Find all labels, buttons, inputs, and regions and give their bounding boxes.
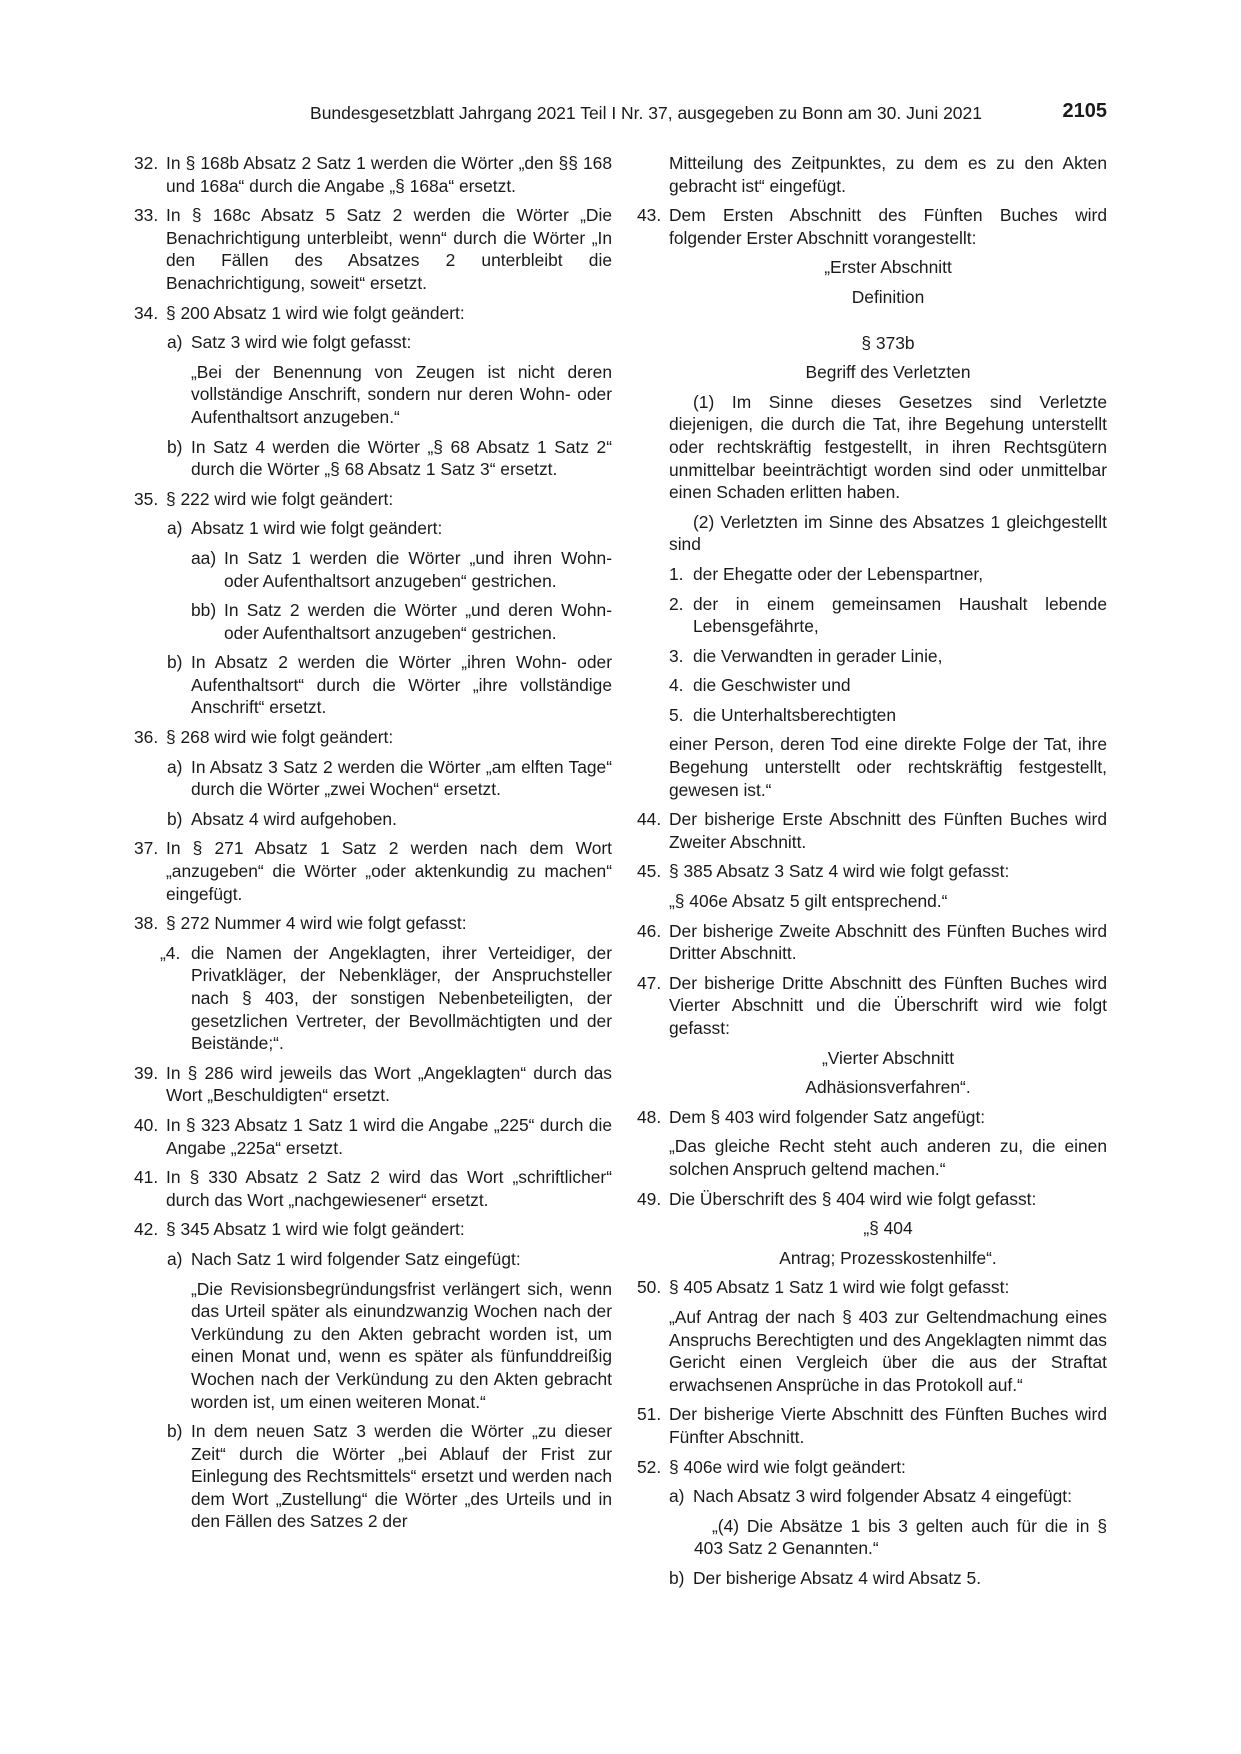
item-38 [134, 912, 612, 935]
list-text: der in einem gemeinsamen Haushalt lebende Lebensgefährte, [693, 593, 1107, 637]
item-43 [637, 204, 1107, 249]
sub-text: Nach Satz 1 wird folgender Satz eingefügt: [191, 1248, 521, 1269]
item-49-heading [669, 1217, 1107, 1269]
item-36 [134, 726, 612, 749]
sub-letter: a) [669, 1486, 685, 1507]
item-number: 42. [134, 1219, 159, 1240]
item-51 [637, 1403, 1107, 1448]
item-34 [134, 302, 612, 325]
item-34-b [167, 436, 612, 481]
item-text: Der bisherige Zweite Abschnitt des Fünften Buches wird Dritter Abschnitt. [669, 920, 1107, 964]
item-35 [134, 488, 612, 511]
sub-text: Absatz 4 wird aufgehoben. [191, 808, 397, 829]
item-text: § 222 wird wie folgt geändert: [166, 488, 394, 509]
item-45-quote: „§ 406e Absatz 5 gilt entsprechend.“ [669, 891, 948, 912]
item-33 [134, 204, 612, 294]
item-text: In § 168c Absatz 5 Satz 2 werden die Wörter „Die Benachrichtigung unterbleibt, wenn“ durch die Wörter „In den Fällen des Absatzes 2 unterbleibt die Benachrichtigung, soweit“ ersetzt. [166, 205, 612, 293]
abschnitt-heading: „Vierter Abschnitt [821, 1047, 955, 1068]
section-title: Antrag; Prozesskostenhilfe“. [779, 1247, 997, 1268]
item-37 [134, 837, 612, 905]
section-paragraph-1: (1) Im Sinne dieses Gesetzes sind Verletzte diejenigen, die durch die Tat, ihre Begehung unterstellt oder rechtskräftig festgestellt, in ihren Rechtsgütern unmittelbar beeinträchtigt worden sind oder unmittelbar einen Schaden erlitten haben. [669, 391, 1107, 503]
left-column [134, 152, 612, 1540]
sub-text: Satz 3 wird wie folgt gefasst: [191, 332, 412, 353]
item-39 [134, 1062, 612, 1107]
item-number: 48. [637, 1106, 662, 1127]
item-text: Die Überschrift des § 404 wird wie folgt gefasst: [669, 1188, 1037, 1209]
item-number: 33. [134, 205, 159, 226]
list-text: der Ehegatte oder der Lebenspartner, [693, 563, 984, 584]
subsub-text: In Satz 2 werden die Wörter „und deren Wohn- oder Aufenthaltsort anzugeben“ gestrichen. [224, 600, 612, 643]
section-title: Begriff des Verletzten [805, 362, 971, 383]
item-text: § 272 Nummer 4 wird wie folgt gefasst: [166, 913, 467, 934]
item-32 [134, 152, 612, 197]
item-50 [637, 1276, 1107, 1299]
list-item [669, 674, 1107, 697]
item-48 [637, 1106, 1107, 1129]
item-47 [637, 972, 1107, 1040]
item-text: In § 168b Absatz 2 Satz 1 werden die Wörter „den §§ 168 und 168a“ durch die Angabe „§ 168a“ ersetzt. [166, 153, 612, 196]
item-52-a-quote: „(4) Die Absätze 1 bis 3 gelten auch für die in § 403 Satz 2 Genannten.“ [694, 1515, 1107, 1559]
item-40 [134, 1114, 612, 1159]
list-item [669, 563, 1107, 586]
item-36-a [167, 756, 612, 801]
item-text: Dem § 403 wird folgender Satz angefügt: [669, 1106, 986, 1127]
list-text: die Geschwister und [693, 675, 851, 696]
item-52-b [669, 1567, 1107, 1590]
section-number: § 373b [861, 332, 915, 353]
item-number: 50. [637, 1277, 662, 1298]
section-paragraph-2: (2) Verletzten im Sinne des Absatzes 1 gleichgestellt sind [669, 511, 1107, 555]
item-text: § 345 Absatz 1 wird wie folgt geändert: [166, 1219, 465, 1240]
inserted-section [669, 256, 1107, 801]
item-text: In § 330 Absatz 2 Satz 2 wird das Wort „schriftlicher“ durch das Wort „nachgewiesener“ ersetzt. [166, 1167, 612, 1210]
item-34-a-quote: „Bei der Benennung von Zeugen ist nicht deren vollständige Anschrift, sondern nur deren Wohn- oder Aufenthaltsort anzugeben.“ [191, 361, 612, 427]
item-35-a [167, 517, 612, 540]
item-50-quote: „Auf Antrag der nach § 403 zur Geltendmachung eines Anspruchs Berechtigten und des Angeklagten nimmt das Gericht einen Vergleich über die aus der Straftat erwachsenen Ansprüche in das Protokoll auf.“ [669, 1306, 1107, 1395]
item-text: In § 271 Absatz 1 Satz 2 werden nach dem Wort „anzugeben“ die Wörter „oder aktenkundig zu machen“ eingefügt. [166, 838, 612, 904]
item-text: § 385 Absatz 3 Satz 4 wird wie folgt gefasst: [669, 861, 1010, 882]
page-header [134, 102, 1107, 128]
item-35-aa [191, 547, 612, 592]
sub-letter: b) [167, 808, 183, 829]
item-number: 46. [637, 920, 662, 941]
item-48-quote: „Das gleiche Recht steht auch anderen zu, die einen solchen Anspruch geltend machen.“ [669, 1136, 1107, 1179]
list-number: 2. [669, 593, 684, 614]
sub-text: Absatz 1 wird wie folgt geändert: [191, 518, 443, 539]
sub-letter: b) [167, 436, 183, 457]
item-number: 47. [637, 972, 662, 993]
sub-letter: b) [167, 1421, 183, 1442]
item-text: § 268 wird wie folgt geändert: [166, 727, 394, 748]
page-number: 2105 [1062, 100, 1107, 122]
item-text: Der bisherige Dritte Abschnitt des Fünften Buches wird Vierter Abschnitt und die Überschrift wird wie folgt gefasst: [669, 972, 1107, 1038]
item-36-b [167, 808, 612, 831]
sub-text: Der bisherige Absatz 4 wird Absatz 5. [693, 1567, 982, 1588]
subsub-letter: aa) [191, 547, 217, 568]
list-number: 5. [669, 704, 684, 725]
item-49 [637, 1188, 1107, 1211]
sub-text: In Satz 4 werden die Wörter „§ 68 Absatz 1 Satz 2“ durch die Wörter „§ 68 Absatz 1 Satz 3“ ersetzt. [191, 436, 612, 480]
item-text: § 406e wird wie folgt geändert: [669, 1456, 906, 1477]
sub-text: In Absatz 2 werden die Wörter „ihren Wohn- oder Aufenthaltsort“ durch die Wörter „ihre vollständige Anschrift“ ersetzt. [191, 652, 612, 718]
item-text: § 200 Absatz 1 wird wie folgt geändert: [166, 302, 465, 323]
item-34-a [167, 331, 612, 354]
item-text: In § 286 wird jeweils das Wort „Angeklagten“ durch das Wort „Beschuldigten“ ersetzt. [166, 1062, 612, 1106]
item-text: Der bisherige Erste Abschnitt des Fünften Buches wird Zweiter Abschnitt. [669, 809, 1107, 852]
item-42 [134, 1218, 612, 1241]
list-number: 3. [669, 645, 684, 666]
sub-letter: b) [669, 1567, 685, 1588]
item-number: 44. [637, 809, 662, 830]
item-number: 52. [637, 1456, 662, 1477]
list-number: 4. [669, 675, 684, 696]
abschnitt-heading: „Erster Abschnitt [824, 257, 952, 278]
quote-text: die Namen der Angeklagten, ihrer Verteidiger, der Privatkläger, der Nebenkläger, der Anspruchsteller nach § 403, der sonstigen Nebenbeteiligten, der gesetzlichen Vertreter, der Bevollmächtigten und der Beistände;“. [191, 942, 612, 1054]
item-52 [637, 1456, 1107, 1479]
item-text: In § 323 Absatz 1 Satz 1 wird die Angabe „225“ durch die Angabe „225a“ ersetzt. [166, 1114, 612, 1158]
list-item [669, 704, 1107, 727]
item-44 [637, 808, 1107, 853]
sub-letter: a) [167, 756, 183, 777]
item-number: 34. [134, 302, 159, 323]
sub-text: In dem neuen Satz 3 werden die Wörter „zu dieser Zeit“ durch die Wörter „bei Ablauf der Frist zur Einlegung des Rechtsmittels“ ersetzt und werden nach dem Wort „Zustellung“ die Wörter „des Urteils und in den Fällen des Satzes 2 der [191, 1421, 612, 1532]
item-number: 37. [134, 838, 159, 859]
item-47-heading [669, 1047, 1107, 1099]
item-text: Der bisherige Vierte Abschnitt des Fünften Buches wird Fünfter Abschnitt. [669, 1404, 1107, 1447]
section-tail: einer Person, deren Tod eine direkte Folge der Tat, ihre Begehung unterstellt oder rechtskräftig festgestellt, gewesen ist.“ [669, 734, 1107, 800]
item-41 [134, 1166, 612, 1211]
item-text: § 405 Absatz 1 Satz 1 wird wie folgt gefasst: [669, 1277, 1010, 1298]
item-35-bb [191, 599, 612, 644]
quote-number: „4. [160, 942, 181, 963]
list-item [669, 645, 1107, 668]
item-number: 39. [134, 1062, 159, 1083]
subsub-letter: bb) [191, 600, 217, 621]
item-46 [637, 920, 1107, 965]
item-42-continuation: Mitteilung des Zeitpunktes, zu dem es zu den Akten gebracht ist“ eingefügt. [669, 153, 1107, 196]
item-42-a-quote: „Die Revisionsbegründungsfrist verlängert sich, wenn das Urteil später als einundzwanzig Wochen nach der Verkündung zu den Akten gebracht worden ist, um einen Monat und, wenn es später als fünfunddreißig Wochen nach der Verkündung zu den Akten gebracht worden ist, um einen weiteren Monat.“ [191, 1278, 612, 1412]
item-number: 45. [637, 861, 662, 882]
item-45 [637, 860, 1107, 883]
abschnitt-title: Definition [851, 286, 925, 307]
sub-letter: a) [167, 1248, 183, 1269]
sub-letter: a) [167, 518, 183, 539]
list-item [669, 593, 1107, 638]
sub-text: In Absatz 3 Satz 2 werden die Wörter „am elften Tage“ durch die Wörter „zwei Wochen“ ersetzt. [191, 756, 612, 800]
sub-text: Nach Absatz 3 wird folgender Absatz 4 eingefügt: [693, 1486, 1072, 1507]
abschnitt-title: Adhäsionsverfahren“. [805, 1077, 971, 1098]
item-number: 41. [134, 1167, 159, 1188]
item-38-quote [160, 942, 612, 1055]
item-text: Dem Ersten Abschnitt des Fünften Buches wird folgender Erster Abschnitt vorangestellt: [669, 205, 1107, 248]
item-number: 35. [134, 488, 159, 509]
sub-letter: b) [167, 652, 183, 673]
item-number: 49. [637, 1188, 662, 1209]
header-title: Bundesgesetzblatt Jahrgang 2021 Teil I Nr. 37, ausgegeben zu Bonn am 30. Juni 2021 [310, 103, 982, 123]
list-text: die Verwandten in gerader Linie, [693, 645, 943, 666]
item-number: 51. [637, 1404, 662, 1425]
item-number: 43. [637, 205, 662, 226]
item-number: 32. [134, 153, 159, 173]
item-number: 38. [134, 913, 159, 934]
sub-letter: a) [167, 332, 183, 353]
item-number: 40. [134, 1114, 159, 1135]
right-column [637, 152, 1107, 1596]
list-text: die Unterhaltsberechtigten [693, 704, 897, 725]
list-number: 1. [669, 563, 684, 584]
item-42-a [167, 1248, 612, 1271]
section-number: „§ 404 [863, 1218, 913, 1239]
item-number: 36. [134, 727, 159, 748]
item-35-b [167, 651, 612, 719]
item-52-a [669, 1485, 1107, 1508]
subsub-text: In Satz 1 werden die Wörter „und ihren Wohn- oder Aufenthaltsort anzugeben“ gestrichen. [224, 547, 612, 591]
item-42-b [167, 1420, 612, 1533]
